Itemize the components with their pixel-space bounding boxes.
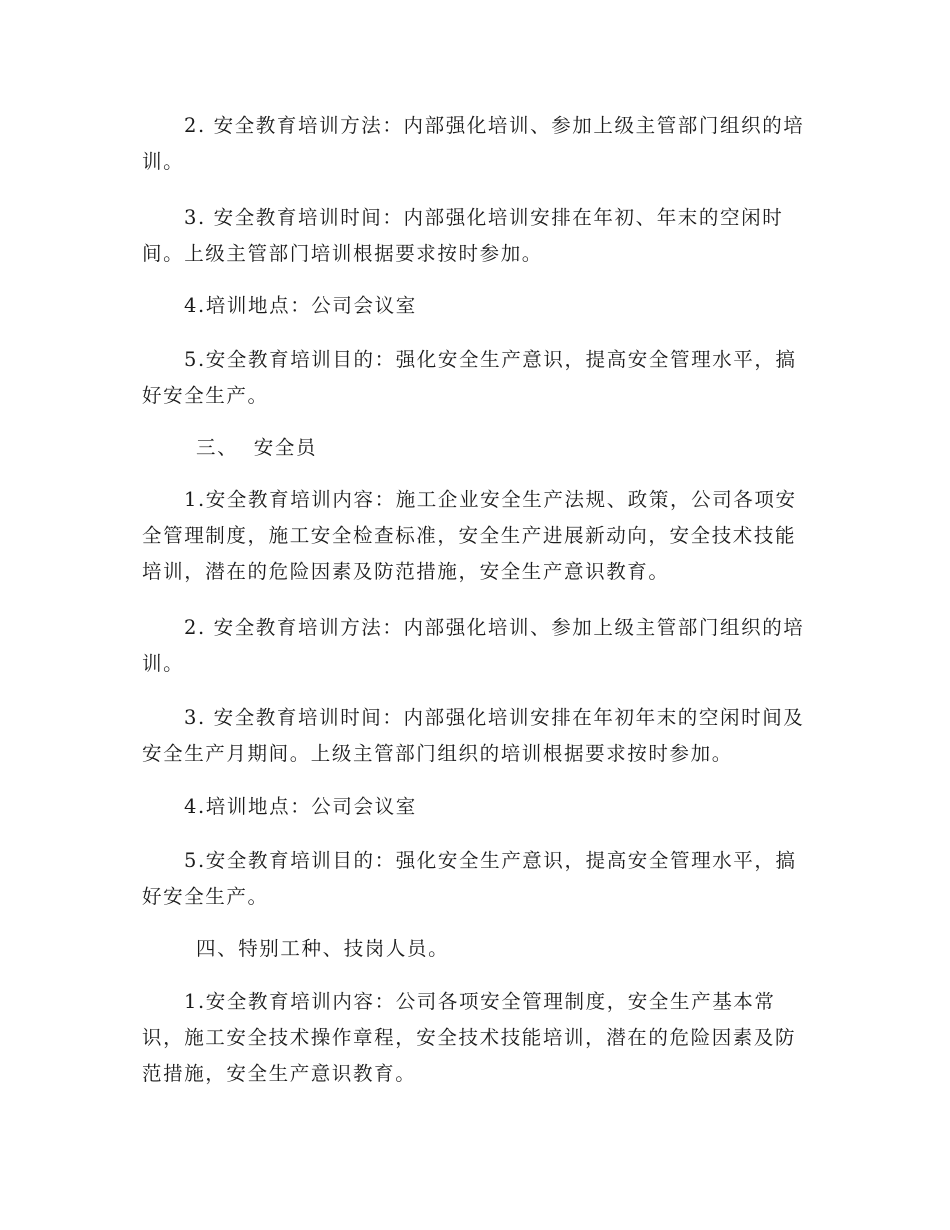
section2-time-paragraph: 3. 安全教育培训时间：内部强化培训安排在年初、年末的空闲时间。上级主管部门培训根据要求按时参加。 xyxy=(142,206,784,265)
section2-goal-paragraph: 5.安全教育培训目的：强化安全生产意识，提高安全管理水平，搞好安全生产。 xyxy=(142,348,797,407)
section3-method-paragraph: 2. 安全教育培训方法：内部强化培训、参加上级主管部门组织的培训。 xyxy=(142,616,805,675)
section2-location-paragraph: 4.培训地点：公司会议室 xyxy=(184,294,417,317)
section3-goal-paragraph: 5.安全教育培训目的：强化安全生产意识，提高安全管理水平，搞好安全生产。 xyxy=(142,849,797,908)
section3-content-paragraph: 1.安全教育培训内容：施工企业安全生产法规、政策，公司各项安全管理制度，施工安全检查标准，安全生产进展新动向，安全技术技能培训，潜在的危险因素及防范措施，安全生产意识教育。 xyxy=(142,488,797,583)
section3-time-paragraph: 3. 安全教育培训时间：内部强化培训安排在年初年末的空闲时间及安全生产月期间。上级主管部门组织的培训根据要求按时参加。 xyxy=(142,706,805,765)
section4-heading: 四、特别工种、技岗人员。 xyxy=(196,937,450,960)
section3-heading: 三、 安全员 xyxy=(196,436,318,459)
section4-content-paragraph: 1.安全教育培训内容：公司各项安全管理制度，安全生产基本常识，施工安全技术操作章程，安全技术技能培训，潜在的危险因素及防范措施，安全生产意识教育。 xyxy=(142,990,797,1085)
section3-location-paragraph: 4.培训地点：公司会议室 xyxy=(184,795,417,818)
section2-method-paragraph: 2. 安全教育培训方法：内部强化培训、参加上级主管部门组织的培训。 xyxy=(142,114,805,173)
